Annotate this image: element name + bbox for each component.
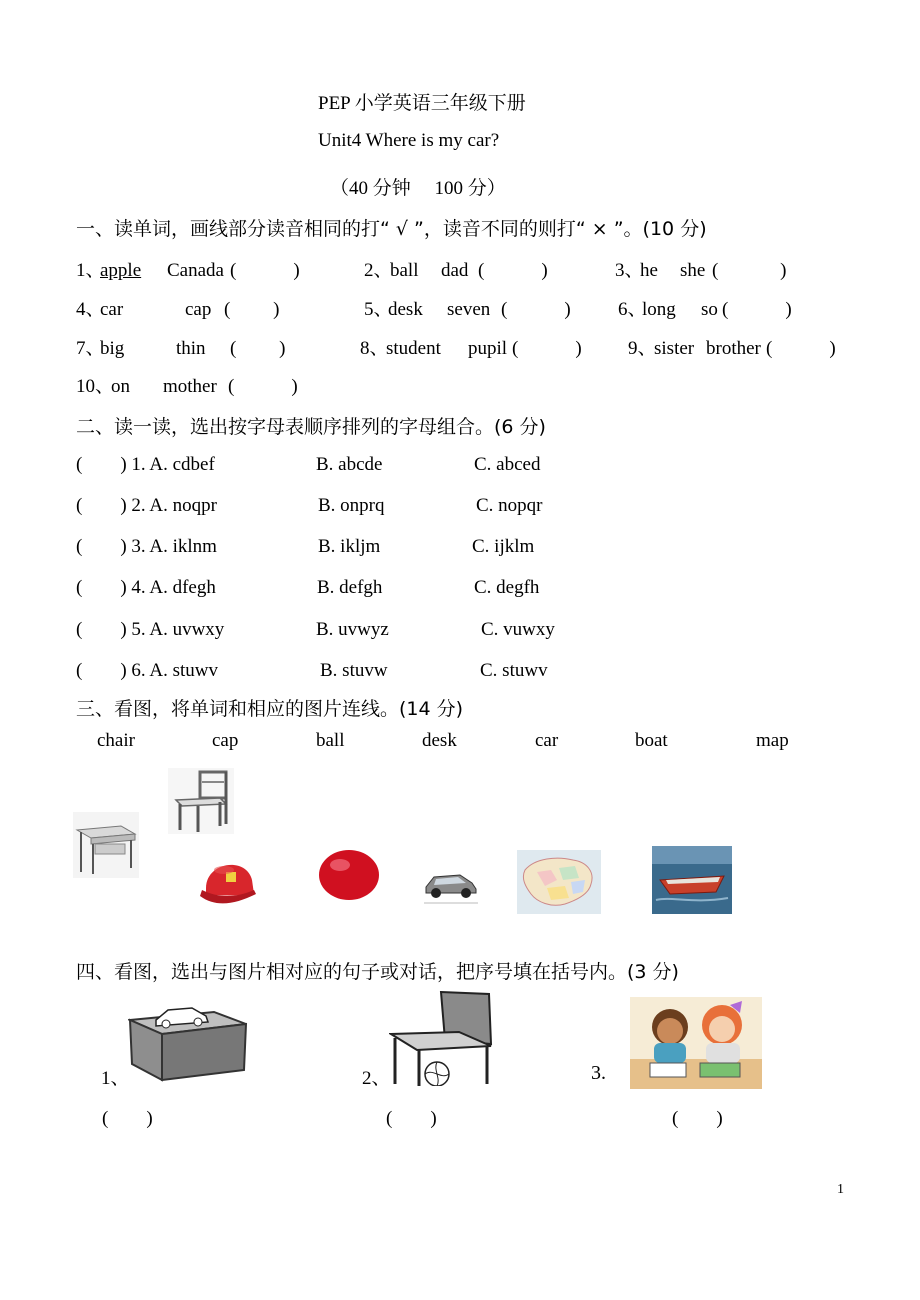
item-num: 1、 [101,1068,130,1089]
question-option-b: B. uvwyz [316,619,389,640]
item-num: 1、 [76,260,105,281]
word: so [701,299,718,320]
item-num: 8、 [360,338,389,359]
word: desk [388,299,423,320]
word: big [100,338,125,359]
match-word-ball[interactable]: ball [316,730,345,751]
word: dad [441,260,469,281]
item-num: 3. [591,1062,606,1084]
page-number: 1 [837,1182,844,1197]
word: thin [176,338,206,359]
word: cap [185,299,212,320]
question-option-b: B. defgh [317,577,383,598]
match-word-boat[interactable]: boat [635,730,668,751]
question-option-a[interactable]: ( ) 4. A. dfegh [76,577,216,598]
map-picture[interactable] [517,850,601,914]
unit-title: Unit4 Where is my car? [318,130,500,151]
item-num: 10、 [76,376,115,397]
match-word-car[interactable]: car [535,730,559,751]
section2-heading: 二、读一读，选出按字母表顺序排列的字母组合。(6 分) [76,416,546,438]
word: apple [100,260,142,281]
word: mother [163,376,217,397]
item-num: 6、 [618,299,647,320]
question-option-a[interactable]: ( ) 6. A. stuwv [76,660,218,681]
question-option-c: C. nopqr [476,495,543,516]
desk-picture[interactable] [73,812,139,878]
match-word-cap[interactable]: cap [212,730,239,751]
word: Canada [167,260,224,281]
item-num: 2、 [362,1068,391,1089]
car-picture[interactable] [420,859,480,907]
exam-meta: （40 分钟 100 分） [330,178,506,199]
item-num: 4、 [76,299,105,320]
question-option-b: B. onprq [318,495,385,516]
word: pupil [468,338,508,359]
question-option-b: B. stuvw [320,660,388,681]
word: seven [447,299,491,320]
question-option-a[interactable]: ( ) 3. A. iklnm [76,536,217,557]
answer-paren[interactable]: ( ) [766,338,836,359]
item-num: 7、 [76,338,105,359]
item-num: 5、 [364,299,393,320]
children-picture [630,997,762,1089]
page-title: PEP 小学英语三年级下册 [318,93,526,114]
word: car [100,299,124,320]
question-option-c: C. ijklm [472,536,535,557]
answer-paren[interactable]: ( ) [672,1108,723,1129]
chair-picture[interactable] [168,768,234,834]
match-word-chair[interactable]: chair [97,730,135,751]
word: ball [390,260,419,281]
answer-paren[interactable]: ( ) [224,299,280,320]
question-option-c: C. stuwv [480,660,548,681]
question-option-b: B. ikljm [318,536,381,557]
chair-ball-picture [389,990,493,1086]
answer-paren[interactable]: ( ) [722,299,792,320]
match-word-desk[interactable]: desk [422,730,457,751]
answer-paren[interactable]: ( ) [230,338,286,359]
answer-paren[interactable]: ( ) [230,260,300,281]
question-option-a[interactable]: ( ) 2. A. noqpr [76,495,217,516]
item-num: 2、 [364,260,393,281]
answer-paren[interactable]: ( ) [102,1108,153,1129]
word: brother [706,338,761,359]
item-num: 9、 [628,338,657,359]
ball-picture[interactable] [318,849,380,901]
cap-picture[interactable] [196,850,262,914]
word: long [642,299,676,320]
answer-paren[interactable]: ( ) [512,338,582,359]
word: he [640,260,658,281]
question-option-b: B. abcde [316,454,383,475]
word: on [111,376,130,397]
question-option-c: C. vuwxy [481,619,555,640]
item-num: 3、 [615,260,644,281]
match-word-map[interactable]: map [756,730,789,751]
answer-paren[interactable]: ( ) [501,299,571,320]
section3-heading: 三、看图，将单词和相应的图片连线。(14 分) [76,698,464,720]
word: she [680,260,706,281]
word: student [386,338,441,359]
question-option-c: C. abced [474,454,541,475]
answer-paren[interactable]: ( ) [228,376,298,397]
section1-heading: 一、读单词，画线部分读音相同的打“ √ ”，读音不同的则打“ × ”。(10 分) [76,218,707,240]
question-option-a[interactable]: ( ) 1. A. cdbef [76,454,215,475]
question-option-a[interactable]: ( ) 5. A. uvwxy [76,619,225,640]
section4-heading: 四、看图，选出与图片相对应的句子或对话，把序号填在括号内。(3 分) [76,961,679,983]
answer-paren[interactable]: ( ) [478,260,548,281]
car-on-box-picture [128,1000,248,1084]
word: sister [654,338,695,359]
boat-picture[interactable] [652,846,732,914]
answer-paren[interactable]: ( ) [712,260,787,281]
question-option-c: C. degfh [474,577,540,598]
answer-paren[interactable]: ( ) [386,1108,437,1129]
